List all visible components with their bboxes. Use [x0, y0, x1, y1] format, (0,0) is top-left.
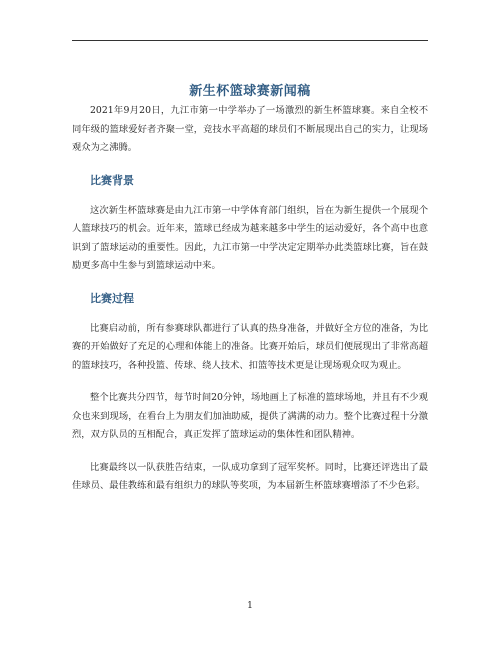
process-paragraph-2: 整个比赛共分四节，每节时间20分钟，场地画上了标准的篮球场地，并且有不少观众也来到现场，在看台上为朋友们加油助威，提供了满满的动力。整个比赛过程十分激烈，双方队员的互相配合，真正发挥了篮球运动的集体性和团队精神。: [72, 392, 428, 440]
intro-paragraph: 2021年9月20日，九江市第一中学举办了一场激烈的新生杯篮球赛。来自全校不同年级的篮球爱好者齐聚一堂，竞技水平高超的球员们不断展现出自己的实力，让现场观众为之沸腾。: [72, 105, 428, 153]
document-title: 新生杯篮球赛新闻稿: [189, 84, 311, 99]
background-paragraph: 这次新生杯篮球赛是由九江市第一中学体育部门组织，旨在为新生提供一个展现个人篮球技巧的机会。近年来，篮球已经成为越来越多中学生的运动爱好，各个高中也意识到了篮球运动的重要性。因此，九江市第一中学决定定期举办此类篮球比赛，旨在鼓励更多高中生参与到篮球运动中来。: [72, 204, 428, 271]
process-paragraph-3: 比赛最终以一队获胜告结束，一队成功拿到了冠军奖杯。同时，比赛还评选出了最佳球员、最佳教练和最有组织力的球队等奖项，为本届新生杯篮球赛增添了不少色彩。: [72, 461, 428, 491]
section-heading-background: 比赛背景: [90, 173, 134, 187]
page-number: 1: [247, 601, 253, 611]
section-heading-process: 比赛过程: [90, 291, 134, 305]
header-rule: [72, 40, 428, 41]
process-paragraph-1: 比赛启动前，所有参赛球队都进行了认真的热身准备，并做好全方位的准备，为比赛的开始做好了充足的心理和体能上的准备。比赛开始后，球员们便展现出了非常高超的篮球技巧，各种投篮、传球、绕人技术、扣篮等技术更是让现场观众叹为观止。: [72, 322, 428, 371]
document-body: [72, 102, 428, 510]
